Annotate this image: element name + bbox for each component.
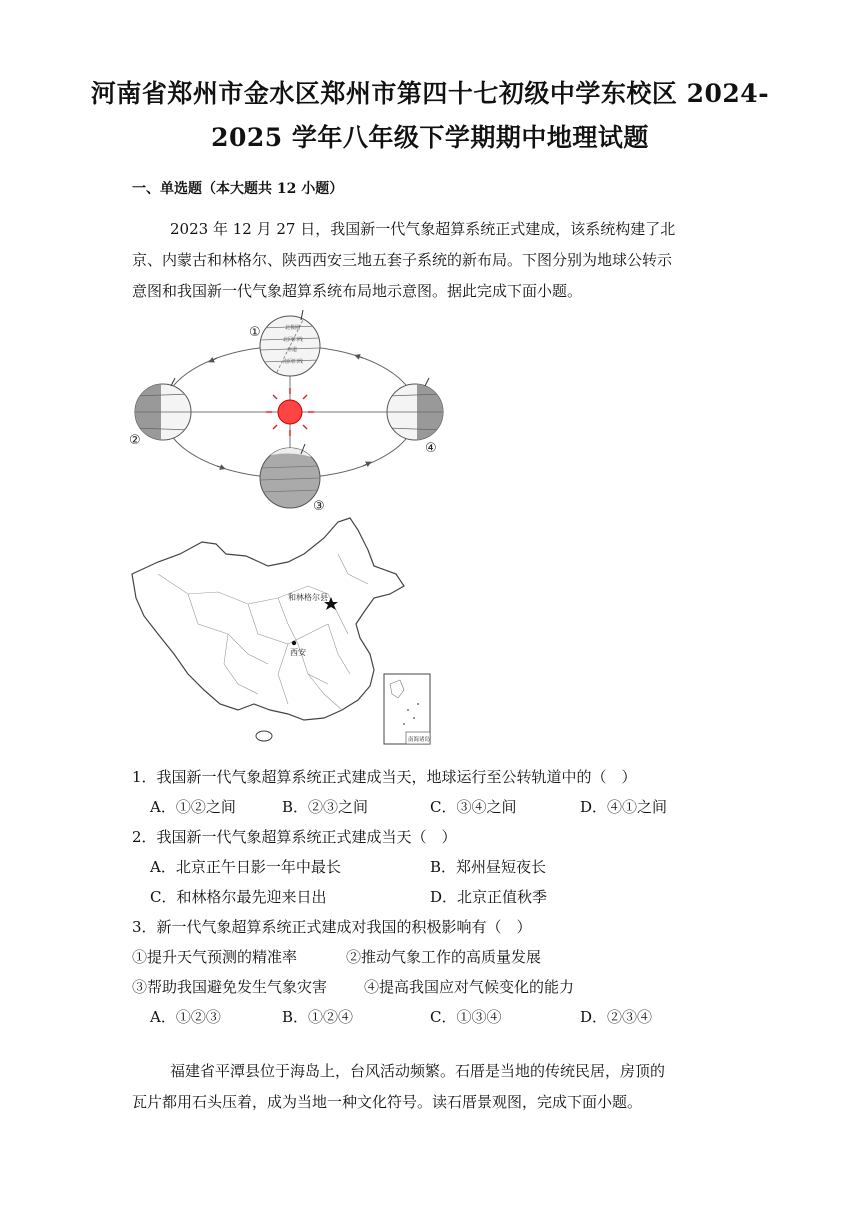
- city-dot-xian: [292, 641, 296, 645]
- q3-option-d[interactable]: D．②③④: [580, 1008, 653, 1026]
- passage-1-line2: 京、内蒙古和林格尔、陕西西安三地五套子系统的新布局。下图分别为地球公转示: [132, 251, 673, 269]
- globe-tropic-capricorn: 南回归线: [283, 359, 304, 365]
- label-position-4: ④: [425, 441, 437, 456]
- earth-position-3: [260, 444, 321, 508]
- earth-position-2: [135, 378, 191, 440]
- q3-statement-1: ①提升天气预测的精准率: [132, 948, 298, 966]
- globe-arctic-circle: 北极圈: [285, 325, 301, 331]
- q3-statement-4: ④提高我国应对气候变化的能力: [364, 978, 575, 996]
- q1-option-a[interactable]: A．①②之间: [150, 798, 236, 816]
- globe-equator: 赤道: [287, 347, 298, 353]
- passage-1-line1: 2023 年 12 月 27 日，我国新一代气象超算系统正式建成，该系统构建了北: [170, 220, 676, 238]
- passage-2: [132, 1056, 732, 1118]
- passage-1: [132, 214, 732, 307]
- earth-position-1: [259, 310, 321, 376]
- passage-2-line1: 福建省平潭县位于海岛上，台风活动频繁。石厝是当地的传统民居，房顶的: [170, 1062, 666, 1080]
- q3-option-a[interactable]: A．①②③: [150, 1008, 221, 1026]
- orbit-diagram: [125, 308, 455, 518]
- q3-option-c[interactable]: C．①③④: [430, 1008, 502, 1026]
- passage-1-line3: 意图和我国新一代气象超算系统布局地示意图。据此完成下面小题。: [132, 282, 583, 300]
- label-position-1: ①: [249, 325, 261, 340]
- globe-tropic-cancer: 北回归线: [283, 337, 304, 343]
- label-position-3: ③: [313, 499, 325, 514]
- q2-option-c[interactable]: C．和林格尔最先迎来日出: [150, 888, 327, 906]
- q3-option-b[interactable]: B．①②④: [282, 1008, 354, 1026]
- page-title-line2: 2025 学年八年级下学期期中地理试题: [211, 123, 649, 152]
- china-map: [128, 514, 433, 749]
- label-position-2: ②: [129, 433, 141, 448]
- page-title-line1: 河南省郑州市金水区郑州市第四十七初级中学东校区 2024-: [90, 79, 770, 108]
- section-title: 一、单选题（本大题共 12 小题）: [132, 181, 344, 197]
- question-2-stem: 2．我国新一代气象超算系统正式建成当天（ ）: [132, 828, 457, 846]
- south-china-sea-inset: [384, 674, 431, 744]
- city-label-hlgr: 和林格尔县: [288, 593, 328, 602]
- q2-option-d[interactable]: D．北京正值秋季: [430, 888, 548, 906]
- passage-2-line2: 瓦片都用石头压着，成为当地一种文化符号。读石厝景观图，完成下面小题。: [132, 1093, 643, 1111]
- q2-option-b[interactable]: B．郑州昼短夜长: [430, 858, 547, 876]
- q1-option-c[interactable]: C．③④之间: [430, 798, 517, 816]
- china-outline: [132, 518, 404, 720]
- q3-statement-2: ②推动气象工作的高质量发展: [346, 948, 542, 966]
- city-label-xian: 西安: [290, 648, 306, 657]
- q3-statement-3: ③帮助我国避免发生气象灾害: [132, 978, 328, 996]
- inset-label: 南海诸岛: [408, 737, 431, 743]
- question-3-stem: 3．新一代气象超算系统正式建成对我国的积极影响有（ ）: [132, 918, 532, 936]
- q1-option-d[interactable]: D．④①之间: [580, 798, 668, 816]
- q2-option-a[interactable]: A．北京正午日影一年中最长: [150, 858, 341, 876]
- earth-position-4: [387, 378, 445, 440]
- question-1-stem: 1．我国新一代气象超算系统正式建成当天，地球运行至公转轨道中的（ ）: [132, 768, 637, 786]
- q1-option-b[interactable]: B．②③之间: [282, 798, 369, 816]
